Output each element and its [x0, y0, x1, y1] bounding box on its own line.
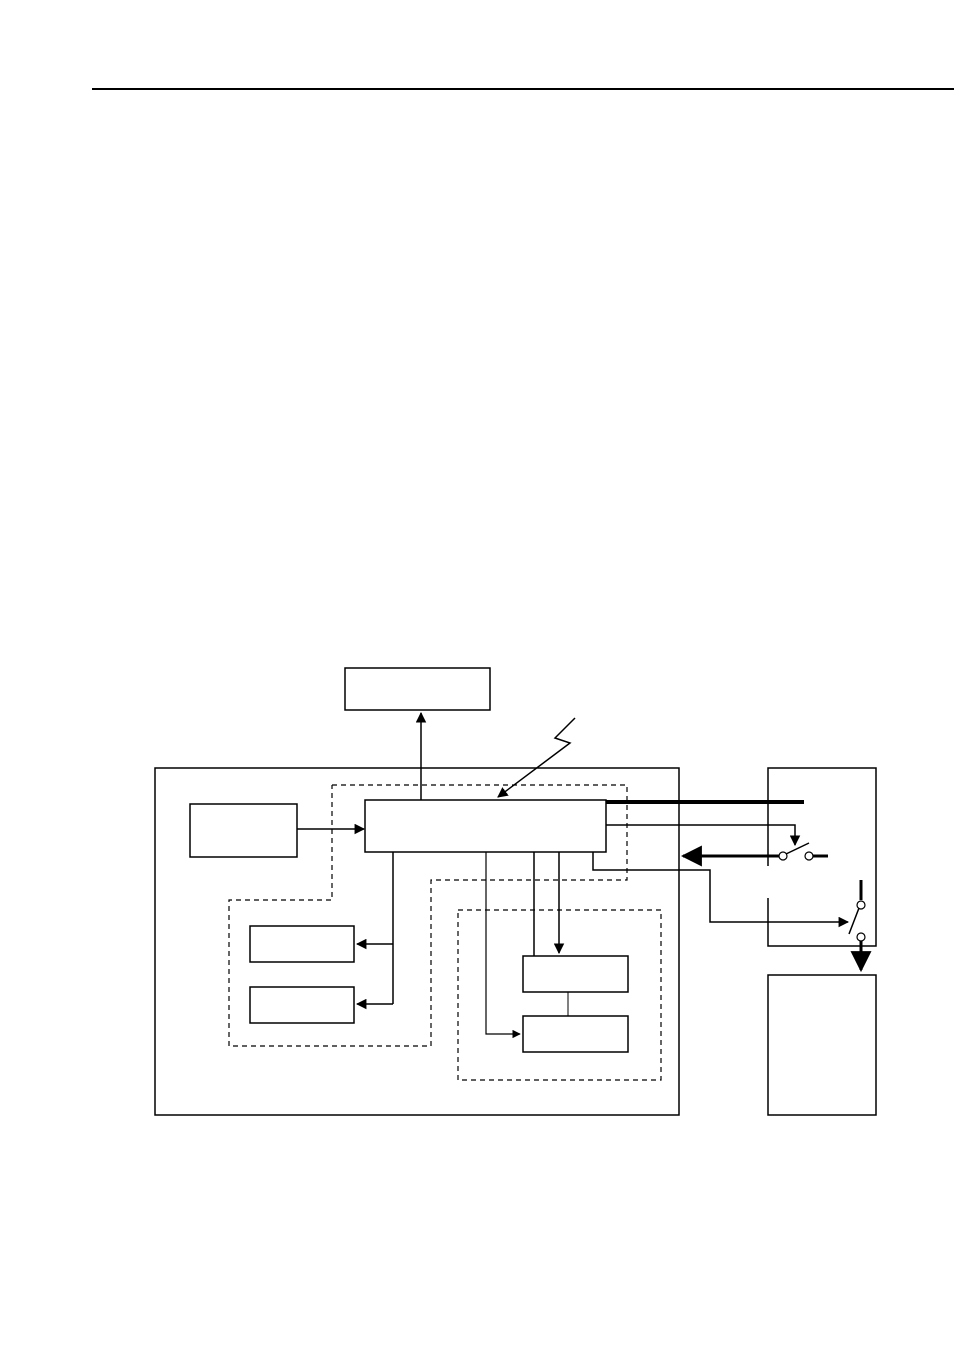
line-controller-to-vertical-switch	[593, 852, 848, 922]
switch-horizontal-contact-left	[779, 852, 787, 860]
right-lower-box	[768, 975, 876, 1115]
top-output-box	[345, 668, 490, 710]
switch-horizontal-contact-right	[805, 852, 813, 860]
switch-vertical-contact-top	[857, 901, 865, 909]
lightning-input-icon	[498, 718, 575, 797]
left-output-box-upper	[250, 926, 354, 962]
switch-vertical-contact-bottom	[857, 933, 865, 941]
left-input-box	[190, 804, 297, 857]
line-controller-to-switch	[606, 825, 795, 845]
switch-vertical-blade	[849, 908, 859, 934]
switch-horizontal-blade	[786, 843, 809, 854]
line-controller-to-lower-box	[486, 852, 520, 1034]
left-output-box-lower	[250, 987, 354, 1023]
lower-right-box-upper	[523, 956, 628, 992]
central-controller-box	[365, 800, 606, 852]
lower-right-box-lower	[523, 1016, 628, 1052]
